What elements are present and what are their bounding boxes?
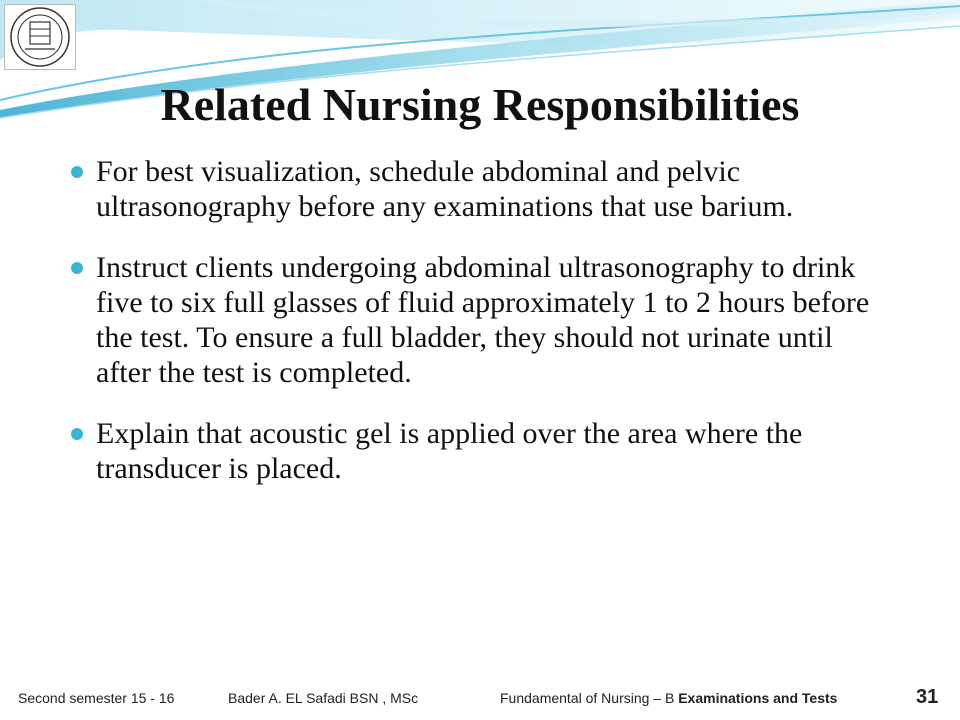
bullet-item xyxy=(70,154,890,224)
bullet-list xyxy=(70,154,890,512)
bullet-text: Instruct clients undergoing abdominal ultrasonography to drink five to six full glasses of fluid approximately 1 to 2 hours before the test. To ensure a full bladder, they should not urinate until after the test is completed. xyxy=(96,251,870,389)
university-logo xyxy=(4,4,76,70)
footer-course-name: Fundamental of Nursing – B xyxy=(500,690,675,706)
footer-semester: Second semester 15 - 16 xyxy=(18,690,175,706)
page-number: 31 xyxy=(916,686,939,708)
bullet-item xyxy=(70,416,890,486)
footer-course xyxy=(500,690,837,706)
footer-author: Bader A. EL Safadi BSN , MSc xyxy=(228,690,419,706)
bullet-item xyxy=(70,250,890,390)
bullet-text: For best visualization, schedule abdominal and pelvic ultrasonography before any examinations that use barium. xyxy=(96,155,794,223)
bullet-dot-icon xyxy=(71,428,83,440)
bullet-dot-icon xyxy=(71,166,83,178)
slide-title: Related Nursing Responsibilities xyxy=(160,79,800,130)
bullet-text: Explain that acoustic gel is applied over the area where the transducer is placed. xyxy=(96,417,803,485)
bullet-dot-icon xyxy=(71,262,83,274)
footer-topic: Examinations and Tests xyxy=(678,690,838,706)
